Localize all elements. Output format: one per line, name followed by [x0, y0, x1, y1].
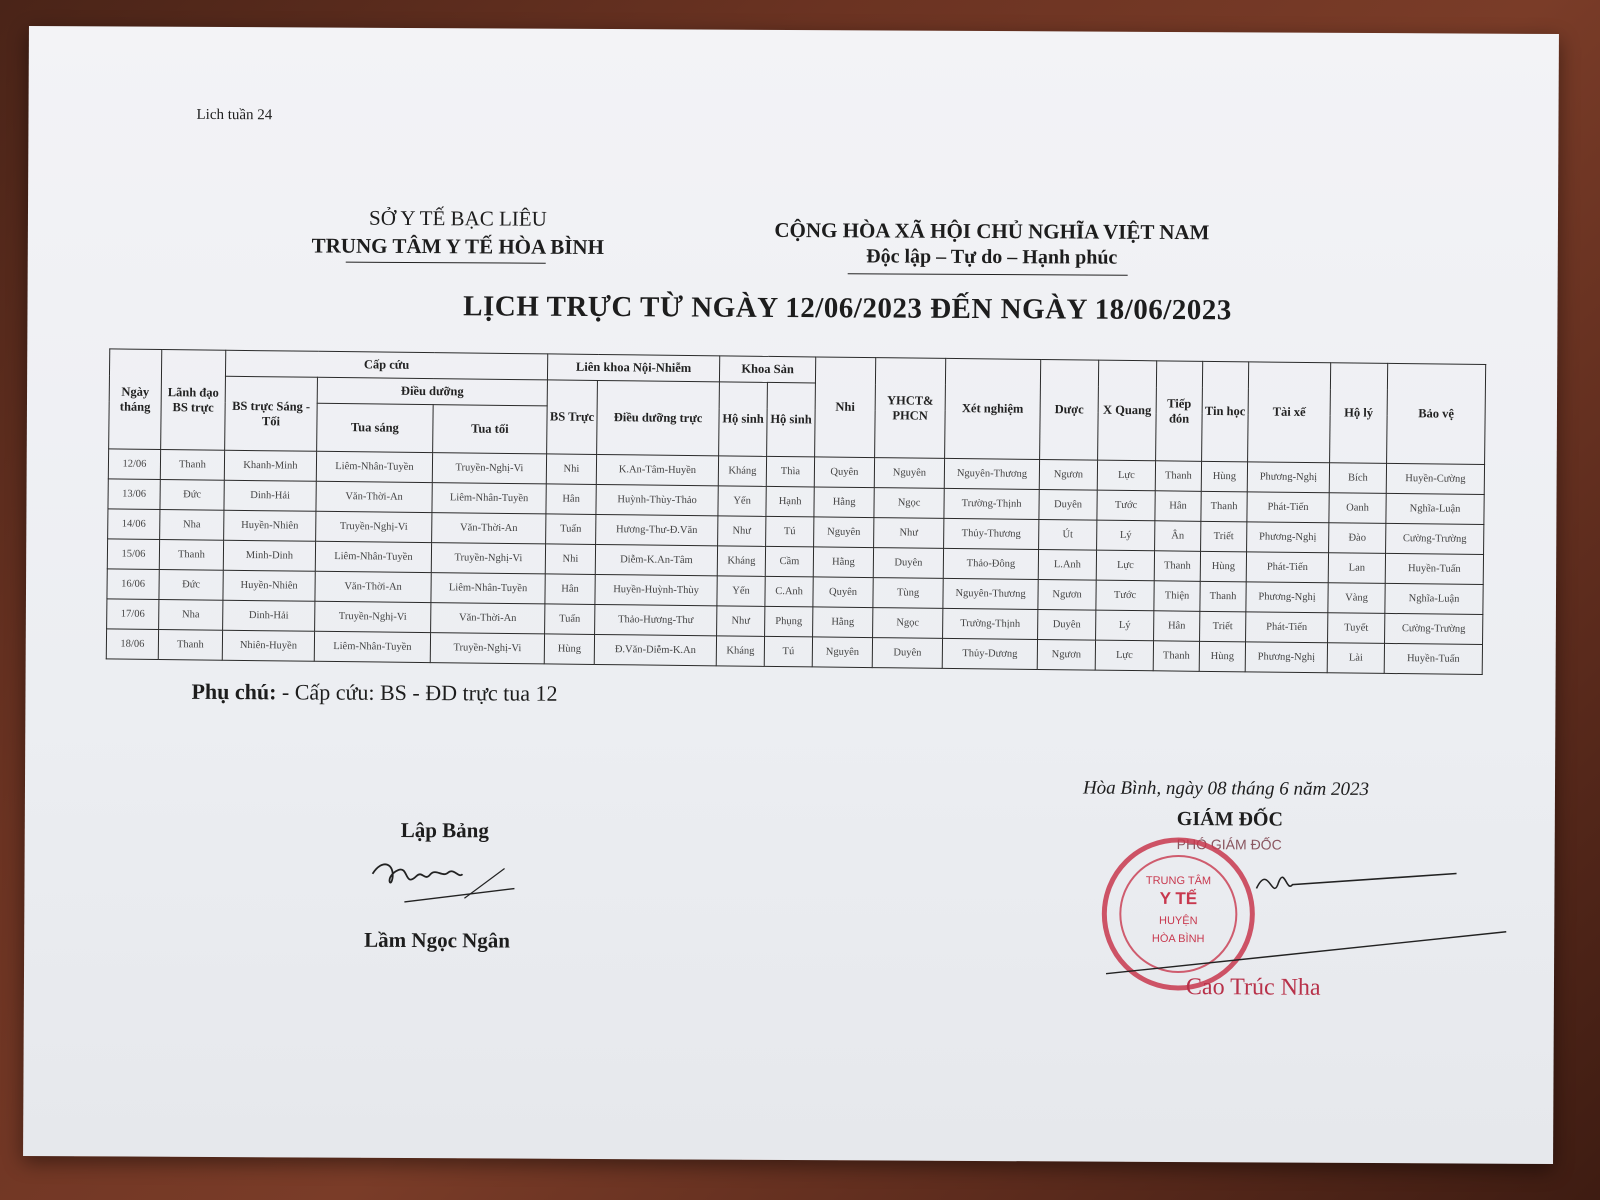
table-cell: Lý — [1097, 520, 1155, 551]
table-cell: Phụng — [765, 606, 813, 637]
header-security: Bảo vệ — [1387, 363, 1486, 464]
org-center: TRUNG TÂM Y TẾ HÒA BÌNH — [311, 233, 605, 260]
header-pharmacy: Dược — [1040, 359, 1099, 460]
table-cell: Cầm — [765, 546, 813, 577]
header-it: Tin học — [1202, 361, 1249, 462]
table-cell: 17/06 — [107, 599, 159, 630]
table-cell: Hân — [1155, 491, 1201, 522]
table-cell: Truyền-Nghị-Vi — [431, 543, 545, 574]
table-cell: Phương-Nghị — [1246, 582, 1328, 613]
table-cell: Phương-Nghị — [1245, 642, 1327, 673]
table-cell: Tước — [1097, 490, 1155, 521]
table-cell: Nhi — [546, 454, 596, 485]
table-cell: Phương-Nghị — [1247, 522, 1329, 553]
national-title: CỘNG HÒA XÃ HỘI CHỦ NGHĨA VIỆT NAM — [774, 217, 1210, 245]
table-cell: Hân — [1154, 611, 1200, 642]
table-cell: Nghĩa-Luận — [1385, 583, 1483, 614]
table-cell: 12/06 — [108, 449, 160, 480]
table-cell: Truyền-Nghị-Vi — [316, 511, 432, 542]
table-cell: Liêm-Nhân-Tuyền — [315, 541, 431, 572]
header-internal-infectious: Liên khoa Nội-Nhiễm — [547, 354, 719, 382]
table-cell: Triết — [1201, 521, 1247, 552]
table-cell: Út — [1039, 519, 1097, 550]
footnote-label: Phụ chú: — [191, 678, 277, 705]
table-cell: Duyên — [873, 548, 943, 579]
table-cell: Thủy-Thương — [944, 518, 1039, 549]
header-orderly: Hộ lý — [1330, 363, 1388, 464]
table-cell: Kháng — [716, 636, 764, 667]
preparer-signature — [364, 848, 544, 929]
place-date: Hòa Bình, ngày 08 tháng 6 năm 2023 — [1082, 777, 1370, 801]
table-cell: 14/06 — [108, 509, 160, 540]
table-cell: Nguyên — [814, 517, 874, 548]
table-cell: Nha — [160, 510, 224, 541]
table-cell: Yến — [717, 576, 765, 607]
table-cell: Hạnh — [766, 486, 814, 517]
header-traditional-medicine: YHCT& PHCN — [875, 358, 946, 459]
table-cell: Phương-Nghị — [1247, 462, 1329, 493]
table-cell: Thanh — [159, 540, 223, 571]
table-cell: Liêm-Nhân-Tuyền — [316, 451, 432, 482]
table-cell: Thanh — [1155, 461, 1201, 492]
motto-underline — [848, 273, 1128, 275]
table-cell: Huyền-Tuấn — [1384, 643, 1482, 674]
table-cell: Lực — [1096, 550, 1154, 581]
table-cell: Duyên — [872, 638, 942, 669]
duty-schedule-table — [106, 348, 1486, 675]
table-cell: K.An-Tâm-Huyền — [596, 454, 718, 485]
table-cell: Văn-Thời-An — [432, 513, 546, 544]
table-cell: Hân — [546, 484, 596, 515]
table-cell: Quyên — [813, 577, 873, 608]
deputy-title: PHÓ GIÁM ĐỐC — [1176, 836, 1282, 853]
table-cell: Đức — [159, 570, 223, 601]
table-cell: Tước — [1096, 580, 1154, 611]
table-cell: Thanh — [1154, 551, 1200, 582]
header-morning-shift: Tua sáng — [317, 403, 434, 452]
table-cell: Tú — [766, 516, 814, 547]
table-cell: Lài — [1327, 643, 1384, 674]
national-motto: Độc lập – Tự do – Hạnh phúc — [866, 245, 1118, 269]
table-cell: Thủy-Dương — [942, 638, 1037, 669]
stamp-line-4: HÒA BÌNH — [1151, 932, 1205, 946]
table-cell: Đức — [160, 480, 224, 511]
table-cell: Lý — [1096, 610, 1154, 641]
table-cell: Tuyết — [1328, 613, 1385, 644]
header-leader: Lãnh đạo BS trực — [161, 350, 226, 451]
org-department: SỞ Y TẾ BẠC LIÊU — [369, 205, 547, 231]
table-cell: Kháng — [718, 456, 766, 487]
table-cell: Diễm-K.An-Tâm — [595, 544, 717, 575]
header-emergency: Cấp cứu — [225, 350, 547, 380]
table-cell: Nguyên-Thương — [943, 578, 1038, 609]
table-cell: Thanh — [158, 630, 222, 661]
table-cell: Trường-Thịnh — [943, 608, 1038, 639]
table-cell: Truyền-Nghị-Vi — [315, 601, 431, 632]
table-cell: Như — [717, 606, 765, 637]
org-underline — [346, 262, 546, 264]
table-cell: Lan — [1328, 553, 1385, 584]
table-cell: Nha — [159, 600, 223, 631]
official-stamp — [1096, 822, 1517, 994]
table-cell: Minh-Dinh — [223, 540, 315, 571]
table-cell: Tuấn — [545, 604, 595, 635]
table-cell: Ngươn — [1039, 459, 1097, 490]
header-reception: Tiếp đón — [1156, 361, 1203, 462]
table-cell: Thảo-Hương-Thư — [595, 604, 717, 635]
header-date: Ngày tháng — [109, 349, 162, 450]
table-cell: Liêm-Nhân-Tuyền — [314, 631, 430, 662]
header-nursing: Điều dưỡng — [317, 377, 547, 406]
footnote — [191, 679, 557, 707]
header-midwife-1: Hộ sinh — [719, 382, 768, 457]
table-cell: Hằng — [813, 607, 873, 638]
preparer-name: Lầm Ngọc Ngân — [364, 927, 511, 953]
header-xray: X Quang — [1098, 360, 1157, 461]
table-cell: 16/06 — [107, 569, 159, 600]
table-cell: Như — [874, 518, 944, 549]
stamp-line-3: HUYỆN — [1159, 914, 1198, 928]
table-cell: Hằng — [814, 487, 874, 518]
table-cell: Thanh — [1153, 641, 1199, 672]
table-cell: Phát-Tiến — [1246, 552, 1328, 583]
header-er-doctor: BS trực Sáng - Tối — [225, 376, 318, 451]
header-obstetrics: Khoa Sản — [719, 356, 815, 383]
table-cell: Lực — [1095, 640, 1153, 671]
table-cell: Nguyên-Thương — [944, 458, 1039, 489]
table-cell: 13/06 — [108, 479, 160, 510]
table-cell: L.Anh — [1038, 549, 1096, 580]
table-cell: Kháng — [717, 546, 765, 577]
table-cell: Nguyên — [812, 637, 872, 668]
table-cell: Huyền-Tuấn — [1385, 553, 1483, 584]
table-cell: Dinh-Hải — [224, 480, 316, 511]
table-cell: Đào — [1329, 523, 1386, 554]
header-ik-doctor: BS Trực — [547, 380, 598, 455]
table-cell: Văn-Thời-An — [315, 571, 431, 602]
table-cell: Hương-Thư-Đ.Văn — [596, 514, 718, 545]
table-cell: Lực — [1097, 460, 1155, 491]
header-driver: Tài xế — [1248, 362, 1331, 463]
table-cell: Bích — [1329, 463, 1386, 494]
table-cell: Truyền-Nghị-Vi — [430, 633, 544, 664]
week-note: Lich tuần 24 — [196, 106, 273, 124]
table-cell: Tú — [764, 636, 812, 667]
table-cell: Nhi — [545, 544, 595, 575]
header-midwife-2: Hộ sinh — [767, 382, 816, 457]
table-cell: Triết — [1200, 611, 1246, 642]
table-cell: C.Anh — [765, 576, 813, 607]
table-cell: Văn-Thời-An — [431, 603, 545, 634]
table-cell: Hùng — [1200, 551, 1246, 582]
table-cell: Hằng — [813, 547, 873, 578]
table-cell: Ngươn — [1038, 579, 1096, 610]
table-cell: 18/06 — [106, 629, 158, 660]
table-cell: Phát-Tiến — [1247, 492, 1329, 523]
table-cell: Liêm-Nhân-Tuyền — [432, 483, 546, 514]
table-cell: Như — [718, 516, 766, 547]
table-cell: Liêm-Nhân-Tuyền — [431, 573, 545, 604]
table-cell: Duyên — [1039, 489, 1097, 520]
table-cell: Huỳnh-Thùy-Thảo — [596, 484, 718, 515]
table-cell: Hùng — [544, 634, 594, 665]
table-cell: Trường-Thịnh — [944, 488, 1039, 519]
table-cell: Thìa — [766, 456, 814, 487]
header-ik-nurse: Điều dưỡng trực — [597, 380, 720, 455]
table-cell: Ngươn — [1037, 639, 1095, 670]
table-cell: Nhiên-Huyền — [222, 630, 314, 661]
table-cell: Hùng — [1201, 461, 1247, 492]
table-cell: Hùng — [1199, 641, 1245, 672]
prepared-by-label: Lập Bảng — [400, 817, 489, 843]
table-cell: Huyền-Cường — [1386, 463, 1484, 494]
table-cell: Tùng — [873, 578, 943, 609]
table-cell: Ngọc — [873, 608, 943, 639]
table-cell: Văn-Thời-An — [316, 481, 432, 512]
table-cell: Thảo-Đông — [943, 548, 1038, 579]
table-cell: Quyên — [814, 457, 874, 488]
table-cell: Cường-Trường — [1385, 613, 1483, 644]
table-cell: Thanh — [1200, 581, 1246, 612]
table-cell: Dinh-Hải — [223, 600, 315, 631]
table-cell: Duyên — [1038, 609, 1096, 640]
table-cell: Tuấn — [546, 514, 596, 545]
table-cell: Nguyên — [874, 458, 944, 489]
director-title: GIÁM ĐỐC — [1176, 808, 1283, 831]
table-cell: Cường-Trường — [1386, 523, 1484, 554]
table-cell: Yến — [718, 486, 766, 517]
table-cell: Truyền-Nghị-Vi — [432, 453, 546, 484]
stamp-line-2: Y TẾ — [1159, 888, 1198, 909]
table-cell: Phát-Tiến — [1246, 612, 1328, 643]
schedule-title: LỊCH TRỰC TỪ NGÀY 12/06/2023 ĐẾN NGÀY 18/06/2023 — [463, 290, 1232, 327]
table-cell: Thanh — [1201, 491, 1247, 522]
header-laboratory: Xét nghiệm — [945, 358, 1041, 459]
document-paper — [23, 26, 1559, 1164]
header-pediatrics: Nhi — [815, 357, 876, 458]
table-cell: Thiện — [1154, 581, 1200, 612]
table-cell: Khanh-Minh — [224, 450, 316, 481]
table-cell: Ân — [1155, 521, 1201, 552]
table-cell: Thanh — [160, 450, 224, 481]
table-cell: Đ.Văn-Diễm-K.An — [594, 634, 716, 665]
table-cell: Oanh — [1329, 493, 1386, 524]
table-cell: Huyền-Nhiên — [224, 510, 316, 541]
table-cell: Nghĩa-Luận — [1386, 493, 1484, 524]
table-cell: 15/06 — [107, 539, 159, 570]
table-cell: Ngọc — [874, 488, 944, 519]
table-cell: Hân — [545, 574, 595, 605]
footnote-text: - Cấp cứu: BS - ĐD trực tua 12 — [276, 679, 558, 706]
table-cell: Huyền-Huỳnh-Thùy — [595, 574, 717, 605]
table-cell: Vàng — [1328, 583, 1385, 614]
header-night-shift: Tua tối — [433, 405, 548, 454]
stamp-line-1: TRUNG TÂM — [1145, 874, 1212, 888]
director-name: Cao Trúc Nha — [1185, 974, 1321, 1001]
table-cell: Huyền-Nhiên — [223, 570, 315, 601]
